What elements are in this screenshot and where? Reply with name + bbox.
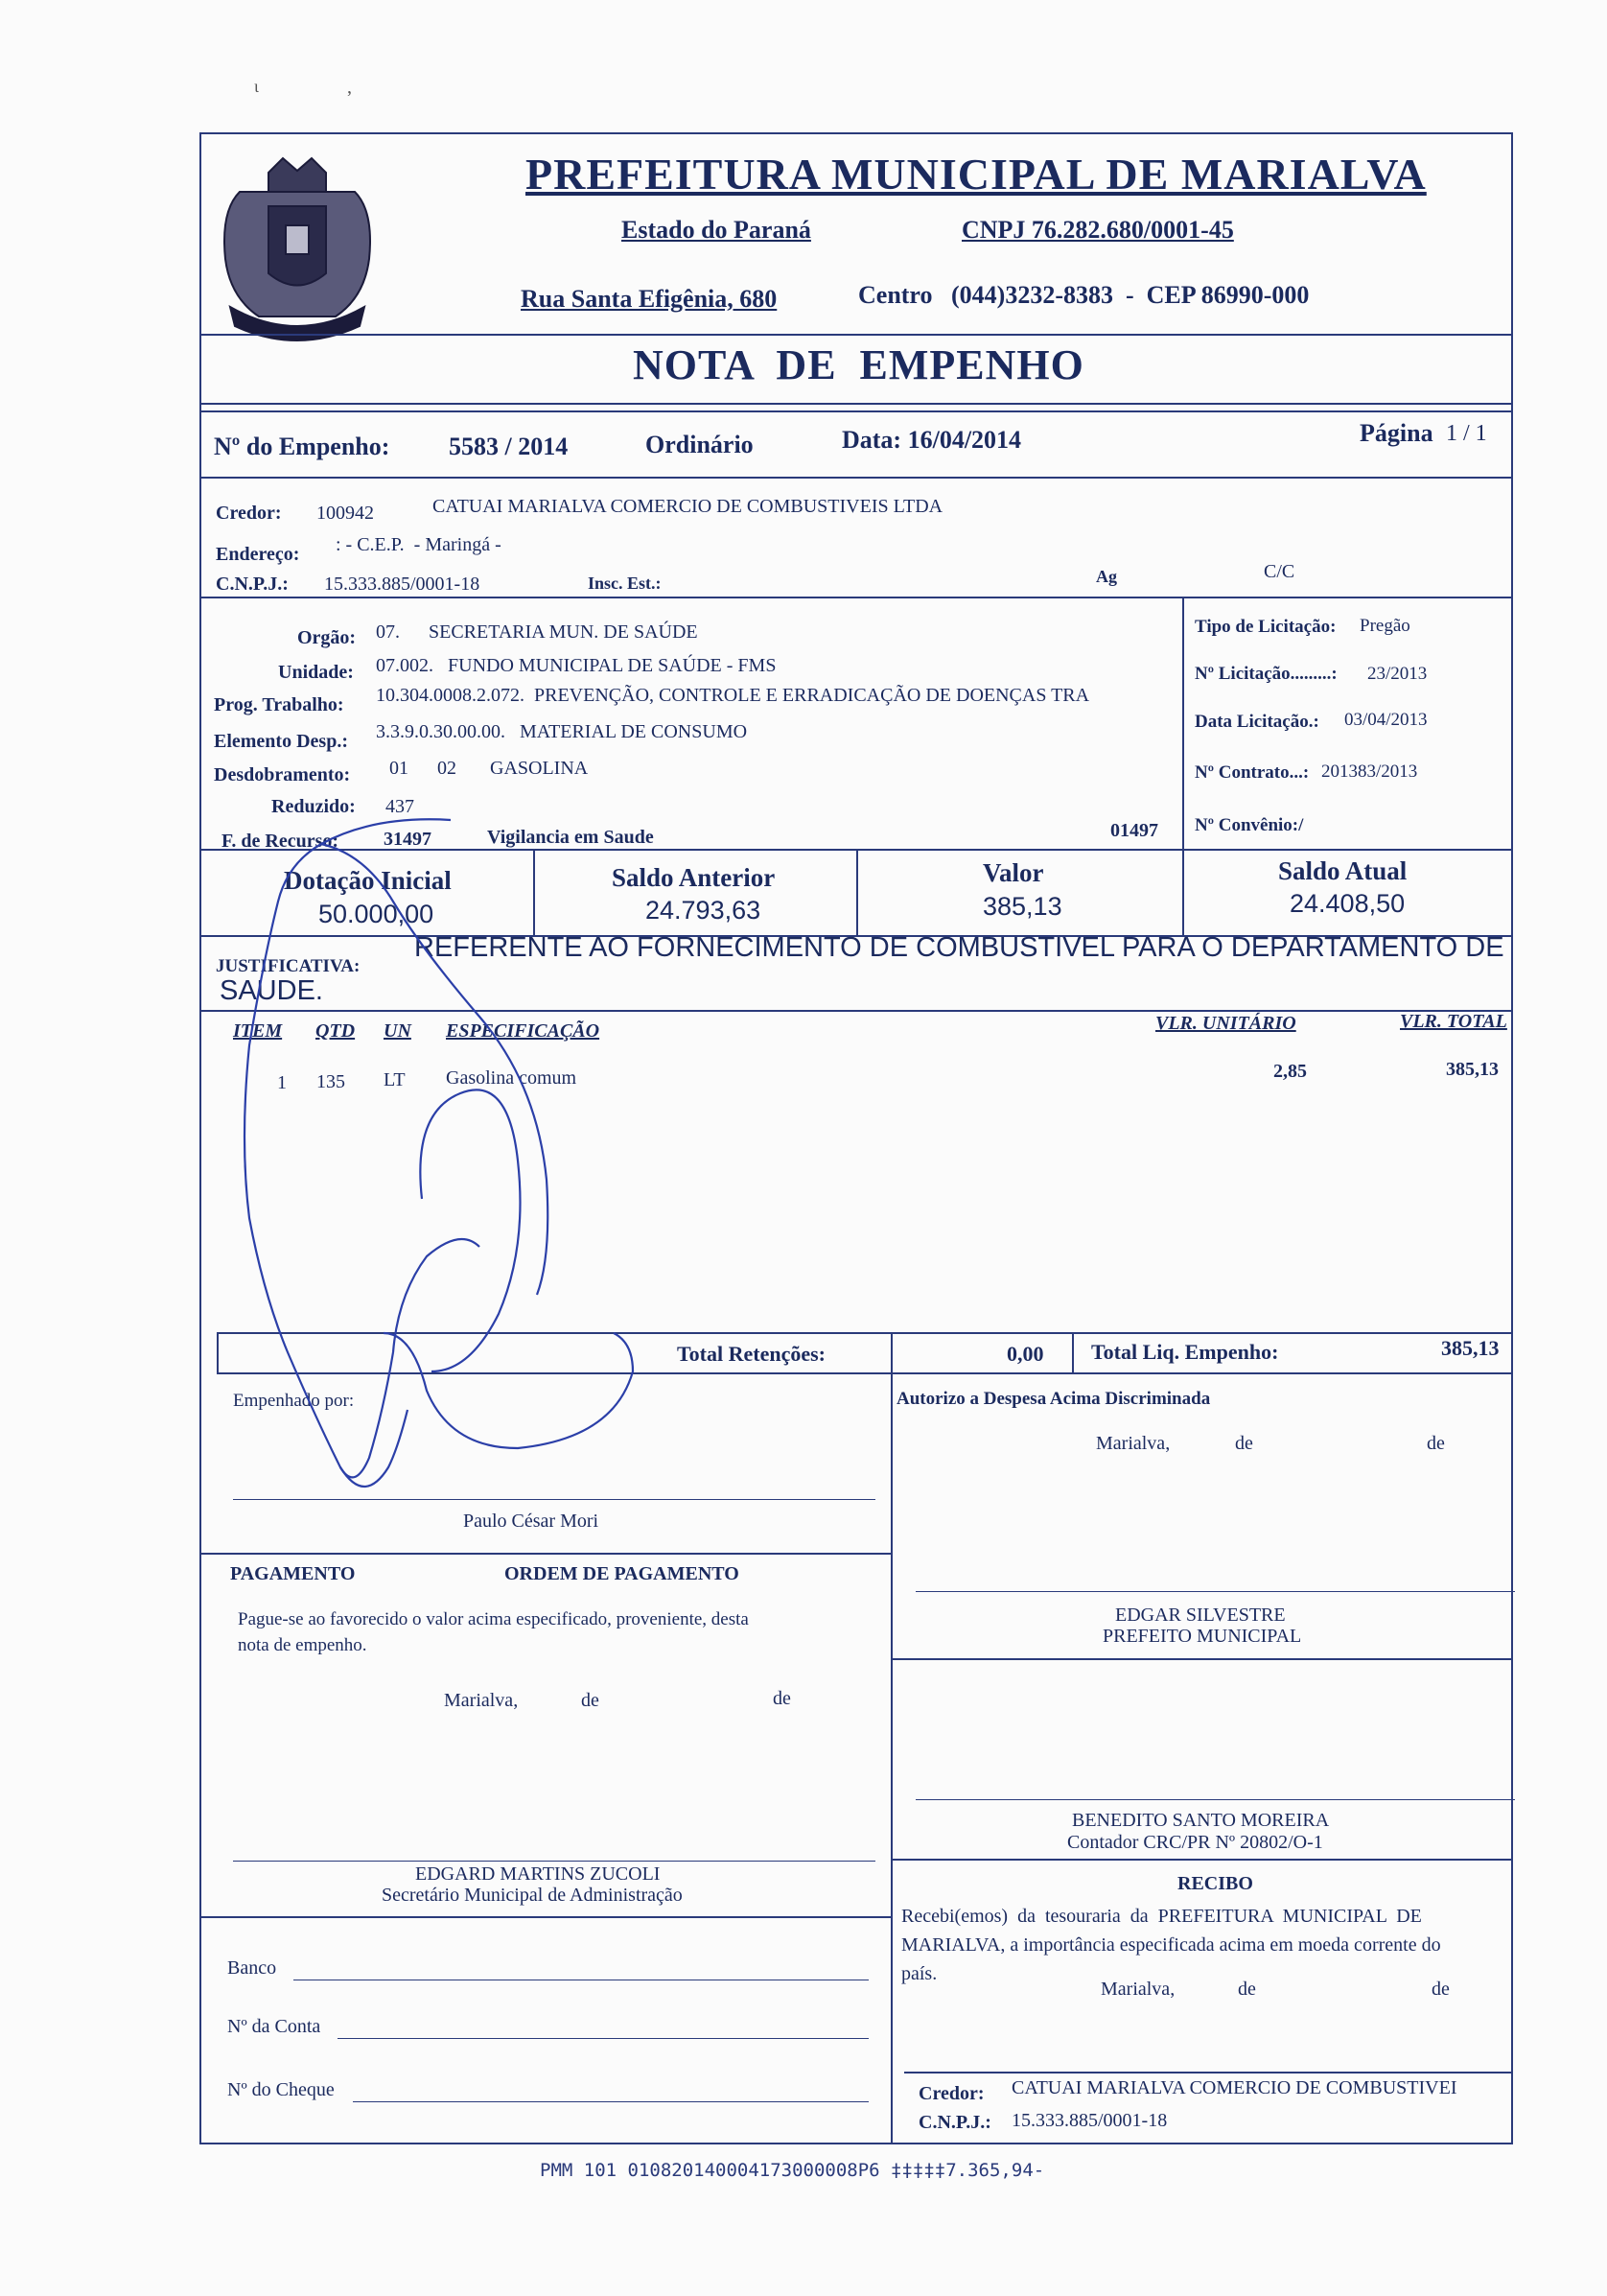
col-unit: VLR. UNITÁRIO (1155, 1013, 1296, 1034)
divider (199, 403, 1513, 405)
empenhado-label: Empenhado por: (233, 1391, 355, 1411)
address-value: : - C.E.P. - Maringá - (336, 534, 501, 555)
col-espec: ESPECIFICAÇÃO (446, 1020, 600, 1042)
cheque-label: Nº do Cheque (227, 2079, 335, 2100)
contrato-value: 201383/2013 (1321, 761, 1418, 782)
pagamento-label: PAGAMENTO (230, 1563, 356, 1584)
credor-label: Credor: (216, 503, 282, 524)
scan-mark: , (347, 77, 352, 98)
local-date-1: Marialva, (1096, 1433, 1171, 1454)
recibo-text-2: MARIALVA, a importância especificada acima em moeda corrente do (901, 1934, 1441, 1956)
atual-label: Saldo Atual (1278, 856, 1408, 885)
de-5: de (1238, 1979, 1256, 2000)
ordem-label: ORDEM DE PAGAMENTO (504, 1563, 739, 1584)
conta-line (338, 2038, 869, 2039)
liq-label: Total Liq. Empenho: (1091, 1340, 1279, 1364)
header-state: Estado do Paraná (621, 216, 811, 244)
divider (891, 1658, 1513, 1660)
insc-label: Insc. Est.: (588, 574, 662, 593)
ag-label: Ag (1096, 567, 1117, 586)
header-title: PREFEITURA MUNICIPAL DE MARIALVA (525, 150, 1427, 199)
retencoes-label: Total Retenções: (677, 1342, 826, 1366)
col-item: ITEM (233, 1020, 283, 1042)
de-1: de (1235, 1433, 1253, 1454)
contador-crc: Contador CRC/PR Nº 20802/O-1 (1067, 1832, 1323, 1853)
divider (217, 1332, 219, 1372)
convenio-label: Nº Convênio:/ (1195, 815, 1304, 835)
divider (199, 410, 1513, 412)
valor-label: Valor (983, 858, 1044, 887)
de-3: de (581, 1690, 599, 1711)
elemento-value: 3.3.9.0.30.00.00. MATERIAL DE CONSUMO (376, 721, 748, 742)
lic-tipo-value: Pregão (1360, 616, 1410, 636)
coat-of-arms-logo (201, 153, 393, 355)
de-6: de (1432, 1979, 1450, 2000)
divider (199, 477, 1513, 479)
recibo-text-3: país. (901, 1963, 938, 1984)
header-street: Rua Santa Efigênia, 680 (521, 285, 778, 313)
unidade-label: Unidade: (278, 662, 354, 683)
pague-text-1: Pague-se ao favorecido o valor acima especificado, proveniente, desta (238, 1609, 749, 1629)
prefeito-cargo: PREFEITO MUNICIPAL (1103, 1626, 1302, 1647)
recurso-label: F. de Recurso: (221, 831, 339, 852)
pague-text-2: nota de empenho. (238, 1635, 367, 1655)
cc-label: C/C (1264, 561, 1295, 582)
banco-label: Banco (227, 1957, 277, 1979)
prog-value: 10.304.0008.2.072. PREVENÇÃO, CONTROLE E ERRADICAÇÃO DE DOENÇAS TRA (376, 685, 1090, 706)
divider (1182, 597, 1184, 849)
contrato-label: Nº Contrato...: (1195, 762, 1310, 783)
footer-code: PMM 101 010820140004173000008P6 ‡‡‡‡‡7.365,94- (540, 2160, 1045, 2181)
handwritten-signature (230, 796, 652, 1506)
justificativa-text2: SAUDE. (220, 975, 323, 1006)
desdob-label: Desdobramento: (214, 764, 351, 785)
orgao-value: 07. SECRETARIA MUN. DE SAÚDE (376, 621, 698, 643)
row-un: LT (384, 1069, 406, 1090)
divider (199, 1916, 891, 1918)
receipt-credor-name: CATUAI MARIALVA COMERCIO DE COMBUSTIVEI (1012, 2077, 1457, 2098)
signature-line (233, 1861, 875, 1862)
dotacao-label: Dotação Inicial (284, 866, 452, 895)
signature-line (916, 1799, 1515, 1800)
row-item: 1 (277, 1072, 287, 1093)
liq-value: 385,13 (1441, 1336, 1500, 1360)
justificativa-text: REFERENTE AO FORNECIMENTO DE COMBUSTIVEL PARA O DEPARTAMENTO DE (414, 932, 1504, 963)
row-unit: 2,85 (1273, 1061, 1307, 1082)
dotacao-value: 50.000,00 (318, 900, 434, 928)
divider (1072, 1332, 1074, 1372)
address-label: Endereço: (216, 544, 300, 565)
recurso-value: 31497 (384, 829, 431, 850)
atual-value: 24.408,50 (1290, 889, 1406, 918)
divider (199, 334, 1513, 336)
row-total: 385,13 (1446, 1059, 1499, 1080)
lic-data-label: Data Licitação.: (1195, 712, 1319, 732)
col-qtd: QTD (315, 1020, 356, 1042)
secretario-cargo: Secretário Municipal de Administração (382, 1885, 683, 1906)
elemento-label: Elemento Desp.: (214, 731, 348, 752)
doc-title: NOTA DE EMPENHO (633, 341, 1084, 388)
retencoes-value: 0,00 (1007, 1342, 1044, 1366)
empenho-type: Ordinário (645, 431, 754, 458)
divider (891, 1859, 1513, 1861)
cnpj-value: 15.333.885/0001-18 (324, 574, 480, 595)
header-cnpj: CNPJ 76.282.680/0001-45 (962, 216, 1234, 244)
empenho-num: 5583 / 2014 (449, 433, 569, 460)
divider (199, 1553, 891, 1555)
empenho-num-label: Nº do Empenho: (214, 433, 390, 460)
lic-data-value: 03/04/2013 (1344, 710, 1428, 730)
recurso-desc: Vigilancia em Saude (487, 827, 654, 848)
empenho-date: Data: 16/04/2014 (842, 426, 1022, 454)
conta-label: Nº da Conta (227, 2016, 321, 2037)
lic-tipo-label: Tipo de Licitação: (1195, 617, 1337, 637)
justificativa-label: JUSTIFICATIVA: (216, 956, 361, 976)
receipt-credor-label: Credor: (919, 2083, 985, 2104)
prog-label: Prog. Trabalho: (214, 694, 344, 715)
divider (891, 1332, 893, 1372)
lic-num-value: 23/2013 (1367, 664, 1428, 684)
credor-name: CATUAI MARIALVA COMERCIO DE COMBUSTIVEIS LTDA (432, 496, 943, 517)
divider (1182, 851, 1184, 935)
anterior-label: Saldo Anterior (612, 863, 776, 892)
divider (891, 1372, 893, 2144)
divider (904, 2072, 1513, 2073)
divider (199, 597, 1513, 598)
reduzido-value: 437 (385, 796, 414, 817)
page-label: Página (1360, 419, 1433, 447)
receipt-cnpj: 15.333.885/0001-18 (1012, 2110, 1168, 2131)
receipt-cnpj-label: C.N.P.J.: (919, 2112, 991, 2133)
anterior-value: 24.793,63 (645, 896, 761, 925)
divider (856, 851, 858, 935)
recurso-code: 01497 (1110, 820, 1158, 841)
recibo-label: RECIBO (1177, 1873, 1253, 1894)
de-4: de (773, 1688, 791, 1709)
page-value: 1 / 1 (1446, 421, 1487, 446)
lic-num-label: Nº Licitação.........: (1195, 664, 1338, 684)
local-date-3: Marialva, (1101, 1979, 1176, 2000)
row-espec: Gasolina comum (446, 1067, 577, 1089)
contador-nome: BENEDITO SANTO MOREIRA (1072, 1810, 1330, 1831)
local-date-2: Marialva, (444, 1690, 519, 1711)
de-2: de (1427, 1433, 1445, 1454)
header-address: Centro (044)3232-8383 - CEP 86990-000 (858, 281, 1310, 309)
cnpj-label: C.N.P.J.: (216, 574, 289, 595)
recibo-text-1: Recebi(emos) da tesouraria da PREFEITURA MUNICIPAL DE (901, 1906, 1422, 1927)
secretario-nome: EDGARD MARTINS ZUCOLI (415, 1863, 661, 1885)
valor-value: 385,13 (983, 892, 1062, 921)
scan-mark: ι (254, 77, 259, 96)
row-qtd: 135 (316, 1071, 345, 1092)
col-total: VLR. TOTAL (1400, 1011, 1507, 1032)
col-un: UN (384, 1020, 411, 1042)
credor-code: 100942 (316, 503, 374, 524)
signature-line (916, 1591, 1515, 1592)
unidade-value: 07.002. FUNDO MUNICIPAL DE SAÚDE - FMS (376, 655, 777, 676)
prefeito-nome: EDGAR SILVESTRE (1115, 1605, 1286, 1626)
desdob-value: 01 02 GASOLINA (389, 758, 589, 779)
cheque-line (353, 2101, 869, 2102)
reduzido-label: Reduzido: (271, 796, 356, 817)
autorizo-label: Autorizo a Despesa Acima Discriminada (897, 1389, 1211, 1409)
orgao-label: Orgão: (297, 627, 357, 648)
empenhado-nome: Paulo César Mori (463, 1511, 599, 1532)
